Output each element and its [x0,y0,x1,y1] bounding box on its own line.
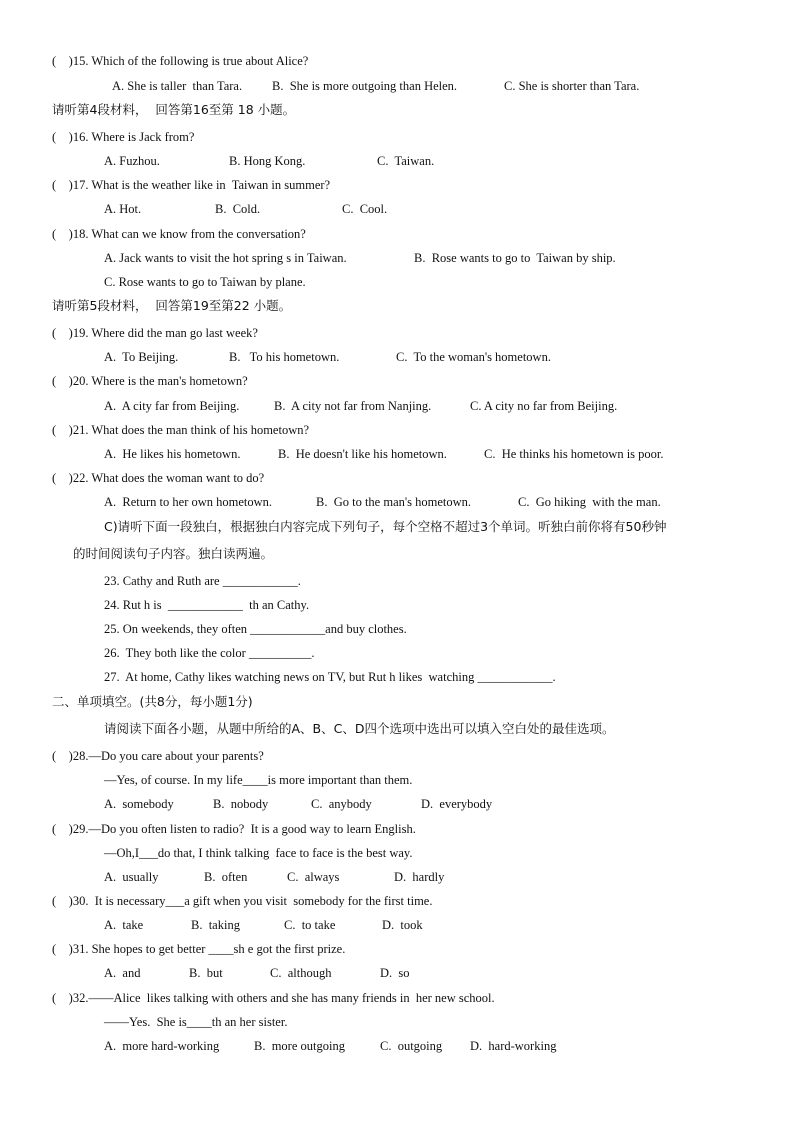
option-b: B. Cold. [215,202,261,216]
fill-sentence-26: 26. They both like the color __________. [104,646,315,660]
section-5-heading: 请听第5段材料， 回答第19至第22 小题。 [52,298,292,313]
question-32-stem: ( )32.——Alice likes talking with others and she has many friends in her new school. [52,991,495,1005]
option-b: B. Hong Kong. [229,154,306,168]
option-b: B. Rose wants to go to Taiwan by ship. [414,251,616,265]
option-c: C. to take [284,918,336,932]
option-b: B. taking [191,918,240,932]
option-a: A. more hard-working [104,1039,220,1053]
option-b: B. but [189,966,223,980]
question-15-stem: ( )15. Which of the following is true about Alice? [52,54,309,68]
option-c: C. Taiwan. [377,154,435,168]
question-30-stem: ( )30. It is necessary___a gift when you visit somebody for the first time. [52,894,433,908]
option-a: A. usually [104,870,159,884]
option-b: B. Go to the man's hometown. [316,495,472,509]
option-c: C. Cool. [342,202,388,216]
fill-sentence-23: 23. Cathy and Ruth are ____________. [104,574,301,588]
option-a: A. To Beijing. [104,350,179,364]
option-d: D. everybody [421,797,493,811]
option-a: A. She is taller than Tara. [112,79,243,93]
option-a: A. and [104,966,141,980]
option-d: D. hard-working [470,1039,557,1053]
option-a: A. Hot. [104,202,142,216]
question-20-stem: ( )20. Where is the man's hometown? [52,374,248,388]
option-b: B. To his hometown. [229,350,340,364]
option-b: B. She is more outgoing than Helen. [272,79,458,93]
section-2-title: 二、单项填空。(共8分，每小题1分) [52,694,253,709]
option-b: B. He doesn't like his hometown. [278,447,447,461]
option-b: B. often [204,870,248,884]
option-a: A. somebody [104,797,174,811]
option-a: A. A city far from Beijing. [104,399,240,413]
option-c: C. To the woman's hometown. [396,350,551,364]
question-22-stem: ( )22. What does the woman want to do? [52,471,265,485]
option-b: B. A city not far from Nanjing. [274,399,432,413]
question-28-stem: ( )28.—Do you care about your parents? [52,749,264,763]
option-b: B. more outgoing [254,1039,345,1053]
question-28-line2: —Yes, of course. In my life____is more important than them. [104,773,413,787]
option-a: A. take [104,918,144,932]
section-4-heading: 请听第4段材料， 回答第16至第 18 小题。 [52,102,296,117]
fill-sentence-27: 27. At home, Cathy likes watching news on TV, but Rut h likes watching ____________. [104,670,556,684]
fill-sentence-24: 24. Rut h is ____________ th an Cathy. [104,598,310,612]
option-c: C. outgoing [380,1039,443,1053]
question-31-stem: ( )31. She hopes to get better ____sh e got the first prize. [52,942,346,956]
question-19-stem: ( )19. Where did the man go last week? [52,326,258,340]
option-d: D. so [380,966,410,980]
option-c: C. He thinks his hometown is poor. [484,447,664,461]
question-32-options [104,1038,557,1134]
section-2-instruction: 请阅读下面各小题，从题中所给的A、B、C、D四个选项中选出可以填入空白处的最佳选项。 [104,721,615,736]
question-32-line2: ——Yes. She is____th an her sister. [104,1015,288,1029]
option-c: C. Rose wants to go to Taiwan by plane. [104,275,306,289]
fill-sentence-25: 25. On weekends, they often ____________and buy clothes. [104,622,407,636]
question-18-stem: ( )18. What can we know from the conversation? [52,227,306,241]
option-d: D. hardly [394,870,445,884]
option-a: A. Jack wants to visit the hot spring s in Taiwan. [104,251,347,265]
question-29-stem: ( )29.—Do you often listen to radio? It is a good way to learn English. [52,822,416,836]
option-c: C. although [270,966,332,980]
option-a: A. Return to her own hometown. [104,495,273,509]
option-b: B. nobody [213,797,269,811]
part-c-instruction-line2: 的时间阅读句子内容。独白读两遍。 [73,546,274,561]
question-16-stem: ( )16. Where is Jack from? [52,130,195,144]
question-21-stem: ( )21. What does the man think of his hometown? [52,423,310,437]
question-17-stem: ( )17. What is the weather like in Taiwan in summer? [52,178,331,192]
option-c: C. A city no far from Beijing. [470,399,618,413]
option-a: A. Fuzhou. [104,154,160,168]
part-c-instruction-line1: C)请听下面一段独白，根据独白内容完成下列句子，每个空格不超过3个单词。听独白前你将有50秒钟 [104,519,667,534]
option-d: D. took [382,918,423,932]
option-a: A. He likes his hometown. [104,447,241,461]
option-c: C. always [287,870,340,884]
option-c: C. anybody [311,797,372,811]
question-29-line2: —Oh,I___do that, I think talking face to face is the best way. [104,846,413,860]
option-c: C. Go hiking with the man. [518,495,661,509]
option-c: C. She is shorter than Tara. [504,79,640,93]
